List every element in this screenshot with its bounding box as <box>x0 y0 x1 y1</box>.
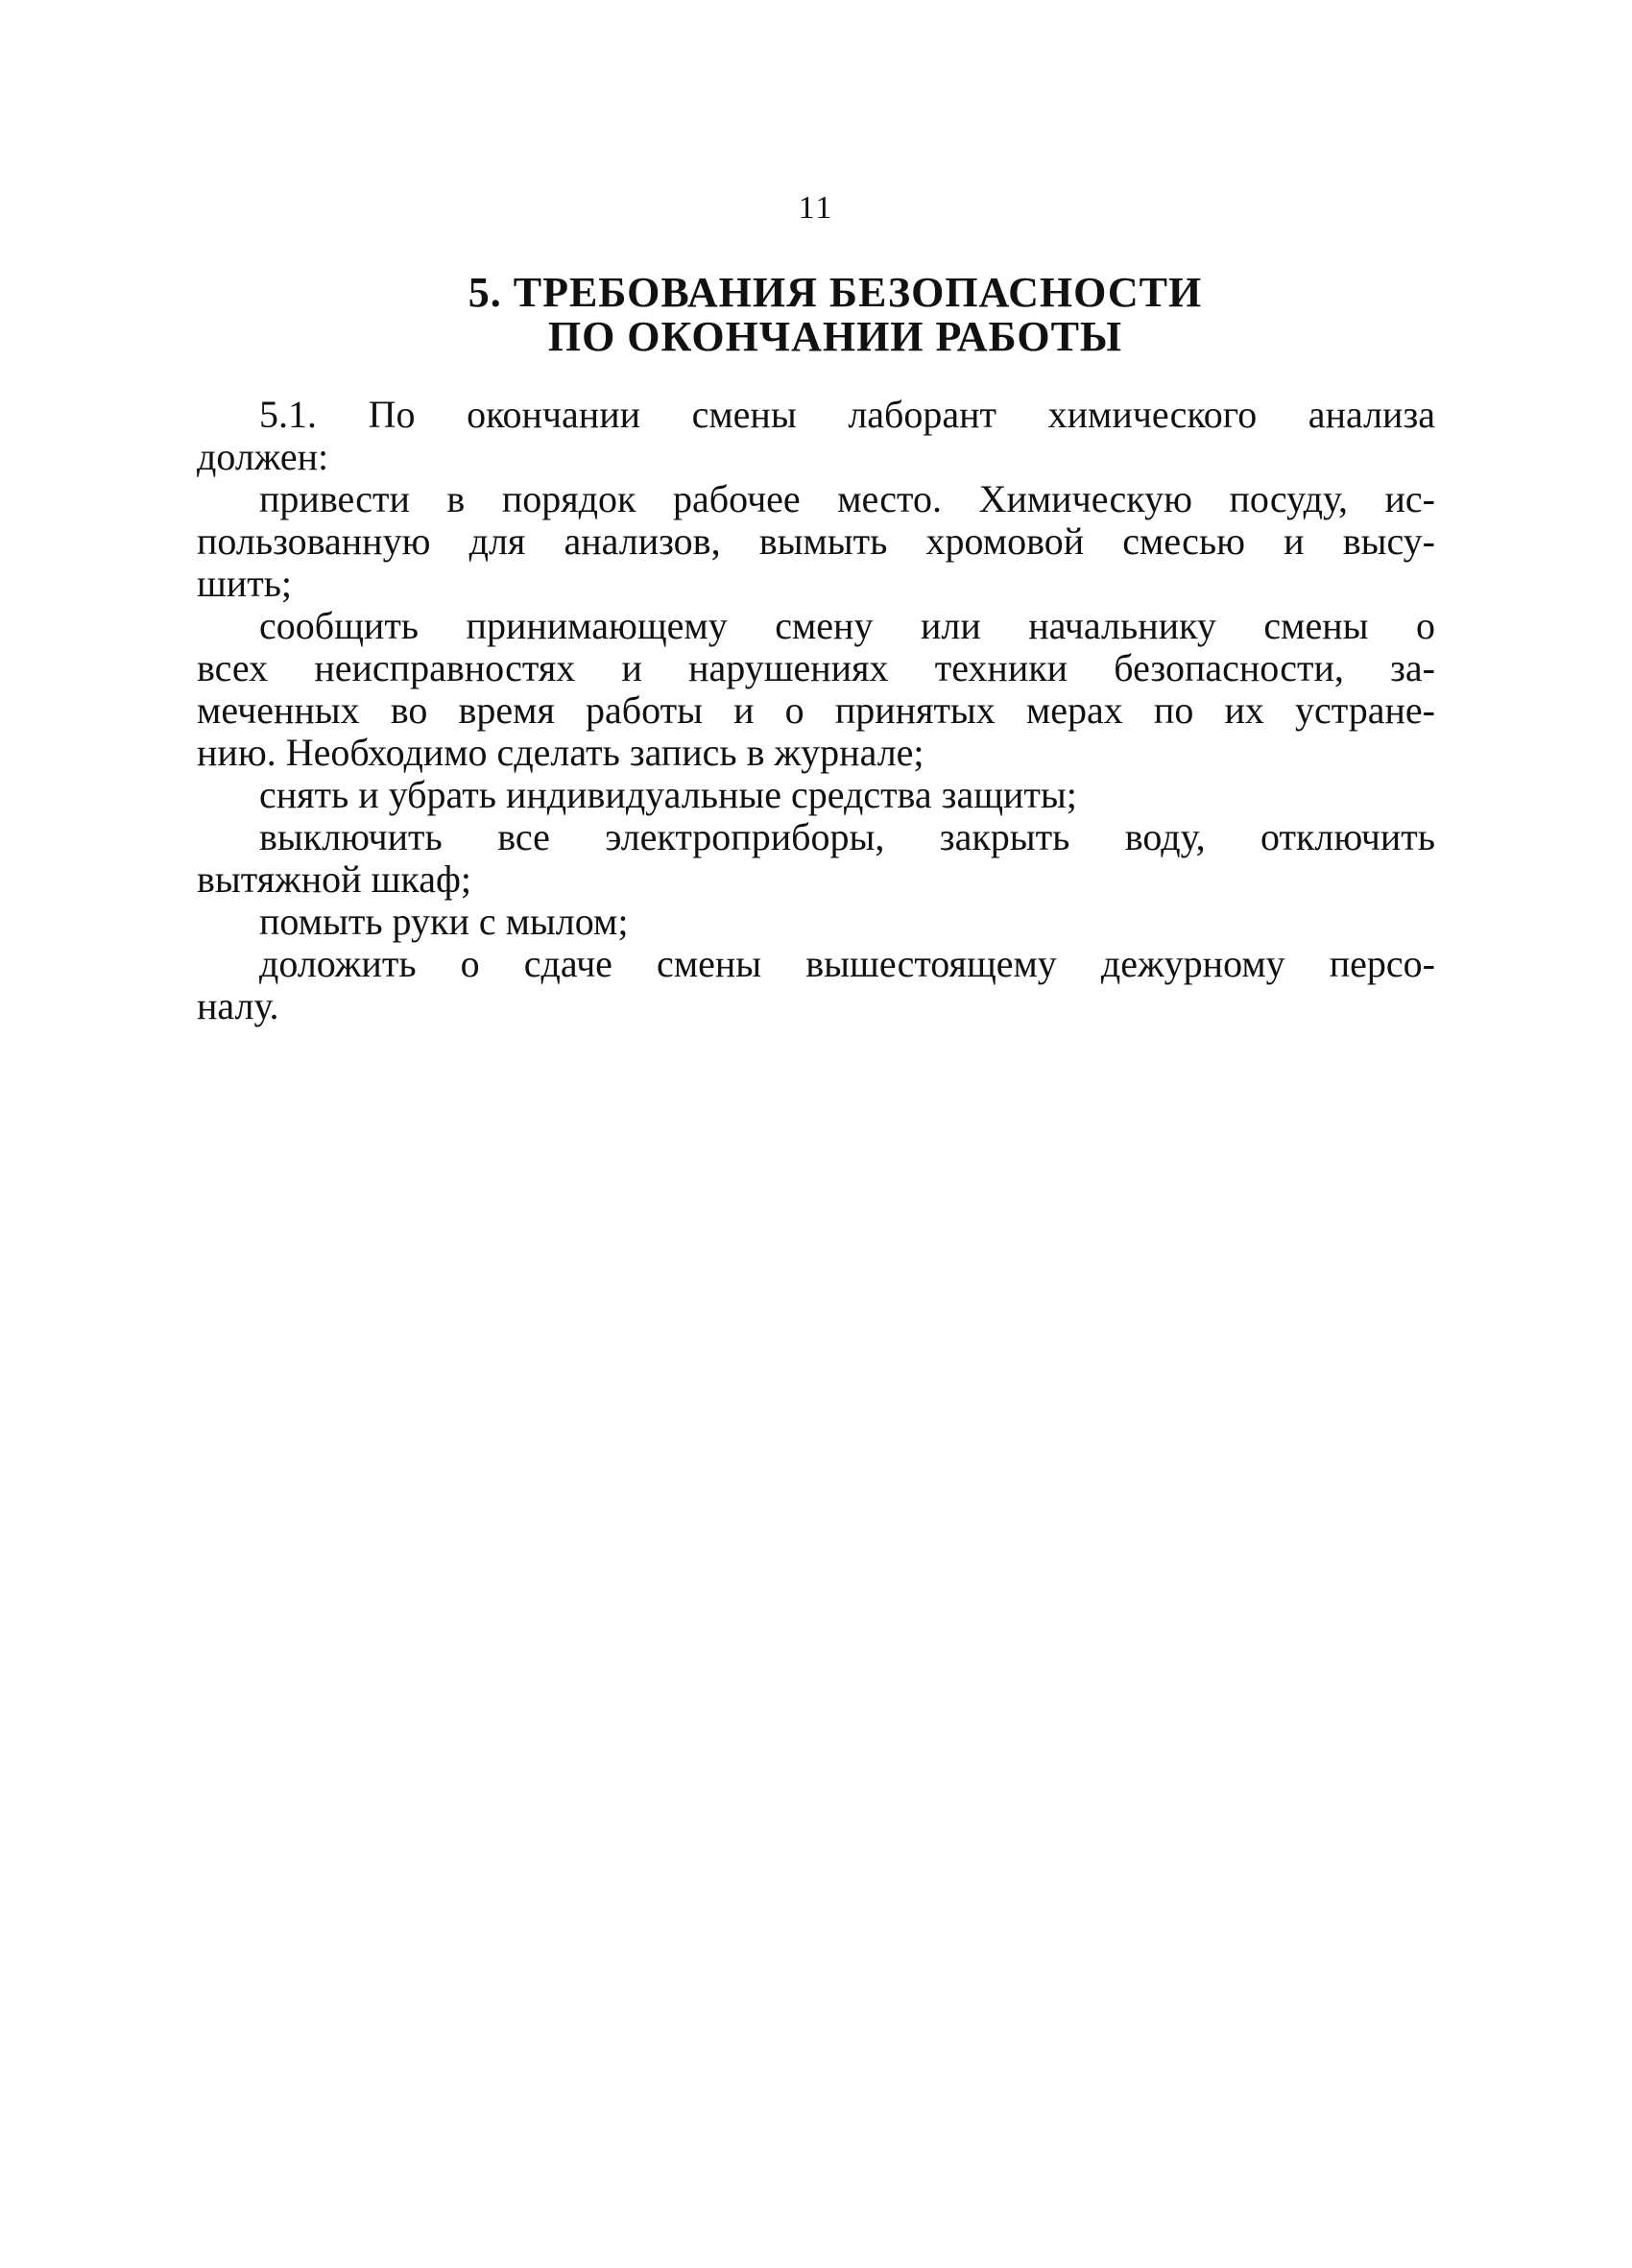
text-line: налу. <box>197 984 279 1027</box>
section-title-line-1: 5. ТРЕБОВАНИЯ БЕЗОПАСНОСТИ <box>468 269 1203 316</box>
paragraph-workplace <box>197 478 1435 605</box>
paragraph-protective-equipment <box>197 774 1435 816</box>
text-line: вытяжной шкаф; <box>197 857 471 901</box>
text-line: сообщить принимающему смену или начальнику смены о <box>259 604 1435 647</box>
text-line: привести в порядок рабочее место. Химическую посуду, ис- <box>259 477 1435 520</box>
text-line: меченных во время работы и о принятых мерах по их устране- <box>197 688 1435 732</box>
text-line: шить; <box>197 562 293 605</box>
paragraph-report-faults <box>197 605 1435 774</box>
text-line: выключить все электроприборы, закрыть воду, отключить <box>259 815 1435 858</box>
text-line: снять и убрать индивидуальные средства защиты; <box>259 773 1077 816</box>
paragraph-5-1 <box>197 394 1435 478</box>
text-line: нию. Необходимо сделать запись в журнале; <box>197 731 924 774</box>
paragraph-report-shift <box>197 943 1435 1027</box>
paragraph-wash-hands <box>197 901 1435 943</box>
page-number: 11 <box>798 190 834 226</box>
body-text <box>197 394 1435 1027</box>
text-line: должен: <box>197 435 329 478</box>
paragraph-switch-off <box>197 816 1435 901</box>
text-line: доложить о сдаче смены вышестоящему дежурному персо- <box>259 942 1435 985</box>
text-line: 5.1. По окончании смены лаборант химического анализа <box>259 393 1435 436</box>
section-title <box>288 271 1382 359</box>
text-line: помыть руки с мылом; <box>259 900 629 943</box>
section-title-line-2: ПО ОКОНЧАНИИ РАБОТЫ <box>547 313 1123 360</box>
text-line: пользованную для анализов, вымыть хромовой смесью и высу- <box>197 519 1435 563</box>
text-line: всех неисправностях и нарушениях техники безопасности, за- <box>197 646 1435 689</box>
